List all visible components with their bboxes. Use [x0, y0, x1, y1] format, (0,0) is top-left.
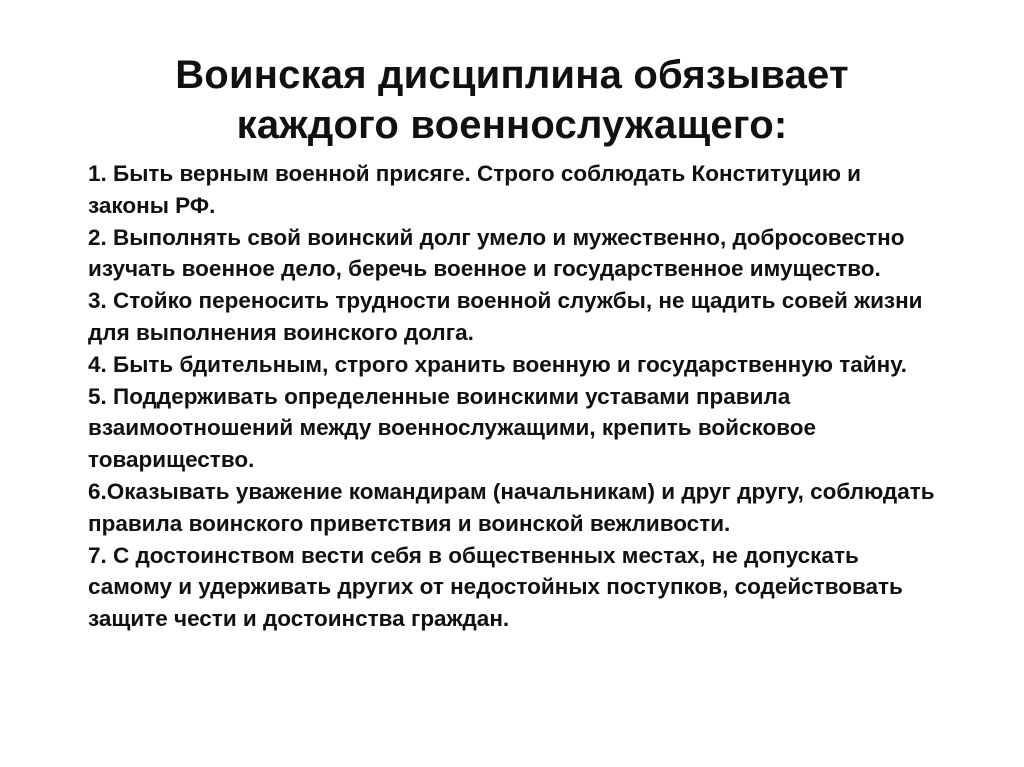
duty-item-4: 4. Быть бдительным, строго хранить военную и государственную тайну. [88, 351, 907, 377]
duty-item-5: 5. Поддерживать определенные воинскими уставами правила взаимоотношений между военнослужащими, крепить войсковое товарищество. [88, 383, 817, 473]
duty-item-3: 3. Стойко переносить трудности военной службы, не щадить совей жизни для выполнения воинского долга. [88, 288, 923, 345]
duty-item-7: 7. С достоинством вести себя в общественных местах, не допускать самому и удерживать других от недостойных поступков, содействовать защите чести и достоинства граждан. [88, 542, 903, 632]
duties-list [88, 158, 948, 635]
duty-item-2: 2. Выполнять свой воинский долг умело и мужественно, добросовестно изучать военное дело, беречь военное и государственное имущество. [88, 224, 905, 282]
duty-item-1: 1. Быть верным военной присяге. Строго соблюдать Конституцию и законы РФ. [88, 161, 862, 218]
slide-title-line-2: каждого военнослужащего: [236, 103, 788, 147]
slide-title-line-1: Воинская дисциплина обязывает [175, 53, 849, 97]
slide-title [60, 50, 964, 150]
duty-item-6: 6.Оказывать уважение командирам (начальникам) и друг другу, соблюдать правила воинского приветствия и воинской вежливости. [88, 478, 935, 536]
